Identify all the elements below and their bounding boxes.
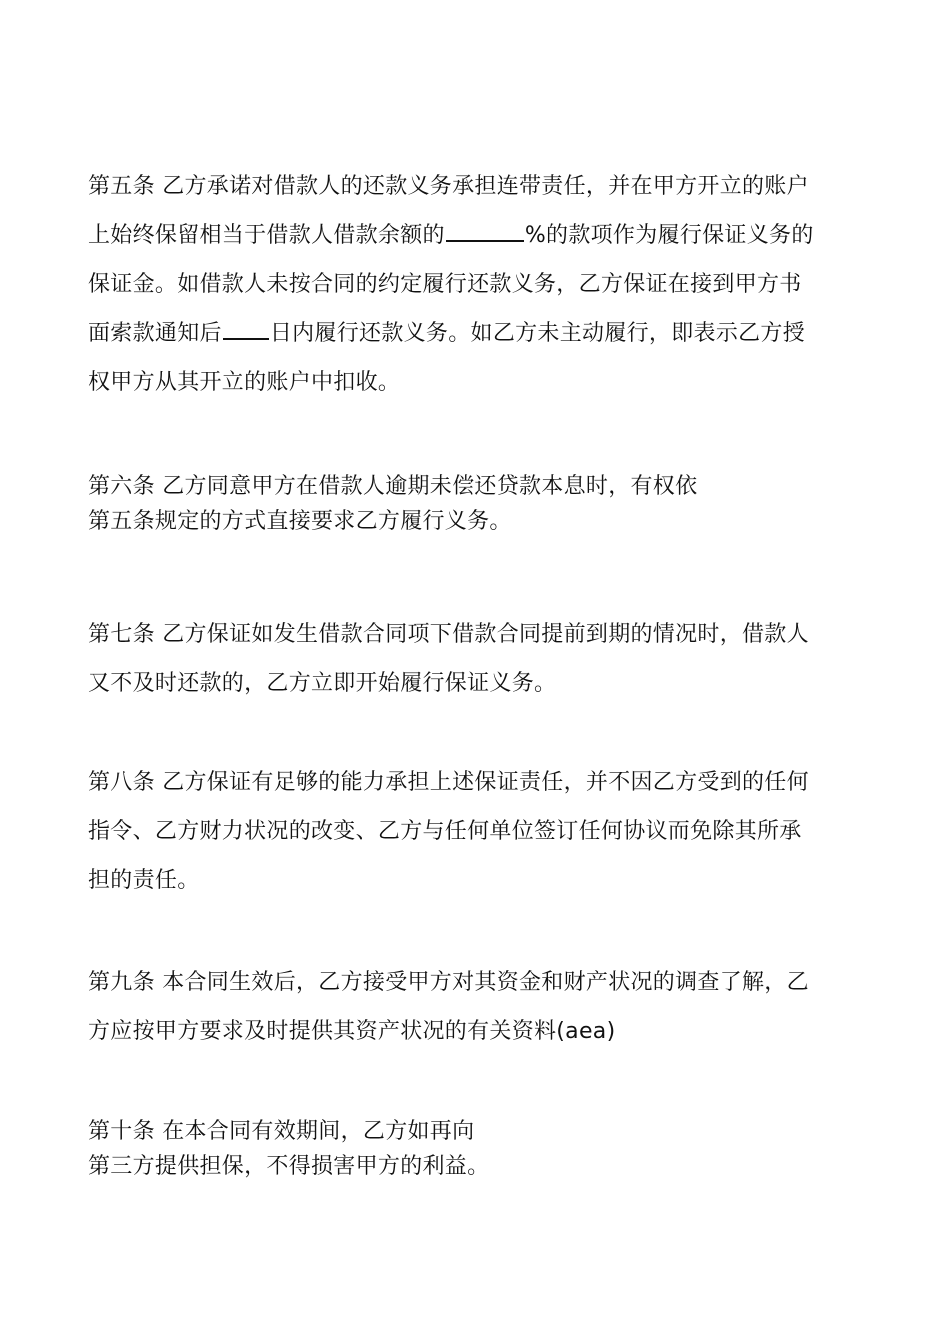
article-5-line-1: 第五条 乙方承诺对借款人的还款义务承担连带责任，并在甲方开立的账户 bbox=[88, 174, 809, 199]
article-5-line-3: 保证金。如借款人未按合同的约定履行还款义务，乙方保证在接到甲方书 bbox=[88, 272, 802, 297]
article-8 bbox=[88, 758, 868, 905]
article-8-line-3: 担的责任。 bbox=[88, 868, 200, 893]
article-5-line-4 bbox=[88, 309, 868, 358]
article-7-line-1: 第七条 乙方保证如发生借款合同项下借款合同提前到期的情况时，借款人 bbox=[88, 622, 809, 647]
article-5-line-2-after: %的款项作为履行保证义务的 bbox=[524, 223, 814, 248]
article-5-line-2-before: 上始终保留相当于借款人借款余额的 bbox=[88, 223, 445, 248]
article-7 bbox=[88, 610, 868, 708]
article-5-line-2 bbox=[88, 211, 868, 260]
article-6-line-1: 第六条 乙方同意甲方在借款人逾期未偿还贷款本息时，有权依 bbox=[88, 474, 698, 499]
article-6-line-2: 第五条规定的方式直接要求乙方履行义务。 bbox=[88, 509, 512, 534]
article-5-line-4-before: 面索款通知后 bbox=[88, 321, 222, 346]
article-10 bbox=[88, 1114, 868, 1184]
article-5-line-4-after: 日内履行还款义务。如乙方未主动履行，即表示乙方授 bbox=[269, 321, 806, 346]
article-8-line-1: 第八条 乙方保证有足够的能力承担上述保证责任，并不因乙方受到的任何 bbox=[88, 770, 809, 795]
fill-in-blank-percentage bbox=[446, 214, 524, 242]
article-5 bbox=[88, 162, 868, 407]
article-9-line-2: 方应按甲方要求及时提供其资产状况的有关资料(aea) bbox=[88, 1019, 616, 1044]
article-8-line-2: 指令、乙方财力状况的改变、乙方与任何单位签订任何协议而免除其所承 bbox=[88, 819, 802, 844]
article-6 bbox=[88, 469, 868, 539]
fill-in-blank-days bbox=[223, 312, 269, 340]
article-9-line-1: 第九条 本合同生效后，乙方接受甲方对其资金和财产状况的调查了解，乙 bbox=[88, 970, 809, 995]
article-5-line-5: 权甲方从其开立的账户中扣收。 bbox=[88, 370, 401, 395]
article-10-line-2: 第三方提供担保，不得损害甲方的利益。 bbox=[88, 1154, 490, 1179]
article-10-line-1: 第十条 在本合同有效期间，乙方如再向 bbox=[88, 1119, 475, 1144]
article-7-line-2: 又不及时还款的，乙方立即开始履行保证义务。 bbox=[88, 671, 557, 696]
article-9 bbox=[88, 958, 868, 1056]
